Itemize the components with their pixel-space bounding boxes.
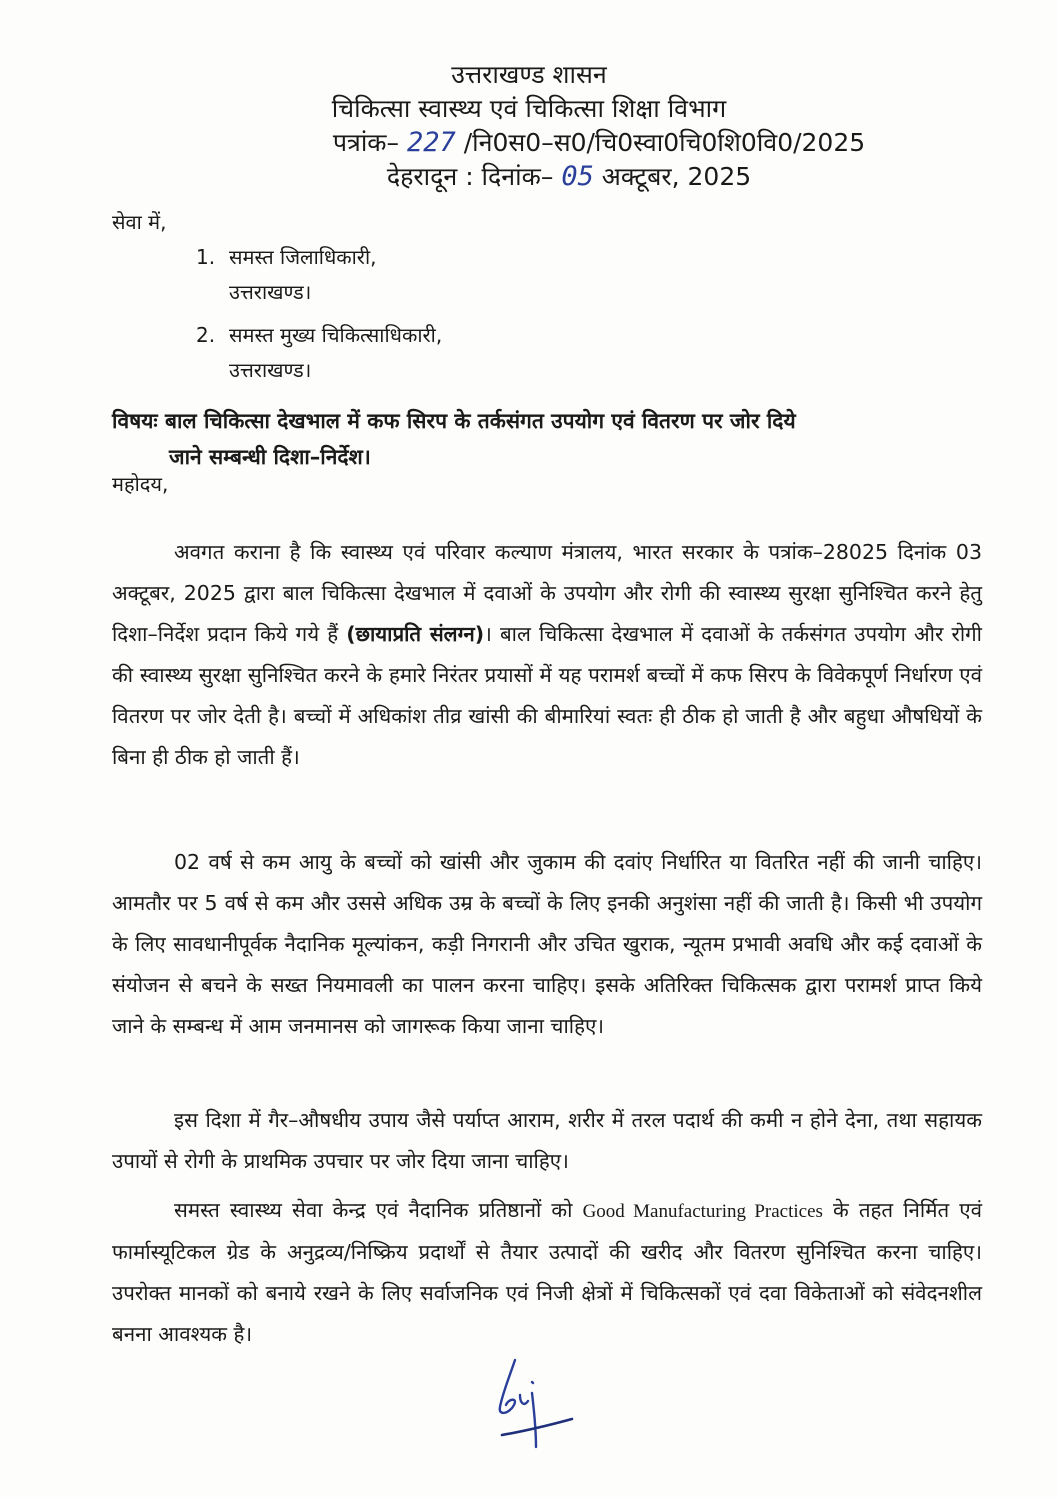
header-government	[0, 58, 1058, 91]
header-letter-number	[0, 126, 1058, 159]
subject-line-2: जाने सम्बन्धी दिशा–निर्देश।	[169, 445, 371, 469]
date-day-handwritten: 05	[561, 161, 594, 192]
paragraph-4	[112, 1190, 982, 1355]
date-month-year: अक्टूबर, 2025	[601, 162, 752, 191]
department-name: चिकित्सा स्वास्थ्य एवं चिकित्सा शिक्षा विभाग	[331, 94, 727, 123]
letter-number-label: पत्रांक–	[332, 128, 400, 157]
letter-number-suffix: /नि0स0–स0/चि0स्वा0चि0शि0वि0/2025	[463, 128, 866, 157]
signature-underline	[502, 1419, 572, 1435]
paragraph-3	[112, 1100, 982, 1182]
recipient-state: उत्तराखण्ड।	[229, 280, 312, 304]
header-department	[0, 92, 1058, 125]
paragraph-2	[112, 842, 982, 1047]
paragraph-3-text: इस दिशा में गैर–औषधीय उपाय जैसे पर्याप्त आराम, शरीर में तरल पदार्थ की कमी न होने देना, तथा सहायक उपायों से रोगी के प्राथमिक उपचार पर जोर दिया जाना चाहिए।	[112, 1108, 982, 1173]
letter-number-handwritten: 227	[406, 127, 456, 158]
recipient-number: 2.	[196, 323, 216, 347]
paragraph-1	[112, 532, 982, 778]
paragraph-1-text-cont: । बाल चिकित्सा देखभाल में दवाओं के तर्कसंगत उपयोग और रोगी की स्वास्थ्य सुरक्षा सुनिश्चित करने के हमारे निरंतर प्रयासों में यह परामर्श बच्चों में कफ सिरप के विवेकपूर्ण निर्धारण एवं वितरण पर जोर देती है। बच्चों में अधिकांश तीव्र खांसी की बीमारियां स्वतः ही ठीक हो जाती है और बहुधा औषधियों के बिना ही ठीक हो जाती हैं।	[112, 622, 982, 769]
recipient-state: उत्तराखण्ड।	[229, 358, 312, 382]
paragraph-4-text: समस्त स्वास्थ्य सेवा केन्द्र एवं नैदानिक प्रतिष्ठानों को	[174, 1198, 573, 1222]
place-date-label: देहरादून : दिनांक–	[386, 162, 554, 191]
recipients-intro: सेवा में,	[112, 210, 167, 234]
paragraph-2-text: 02 वर्ष से कम आयु के बच्चों को खांसी और जुकाम की दवांए निर्धारित या वितरित नहीं की जानी चाहिए। आमतौर पर 5 वर्ष से कम और उससे अधिक उम्र के बच्चों के लिए इनकी अनुशंसा नहीं की जाती है। किसी भी उपयोग के लिए सावधानीपूर्वक नैदानिक मूल्यांकन, कड़ी निगरानी और उचित खुराक, न्यूतम प्रभावी अवधि और कई दवाओं के संयोजन से बचने के सख्त नियमावली का पालन करना चाहिए। इसके अतिरिक्त चिकित्सक द्वारा परामर्श प्राप्त किये जाने के सम्बन्ध में आम जनमानस को जागरूक किया जाना चाहिए।	[112, 850, 982, 1038]
government-name: उत्तराखण्ड शासन	[451, 60, 607, 89]
paragraph-4-text-cont: के तहत निर्मित एवं फार्मास्यूटिकल ग्रेड के अनुद्रव्य/निष्क्रिय प्रदार्थों से तैयार उत्पादों की खरीद और वितरण सुनिश्चित करना चाहिए। उपरोक्त मानकों को बनाये रखने के लिए सर्वाजनिक एवं निजी क्षेत्रों में चिकित्सकों एवं दवा विकेताओं को संवेदनशील बनना आवश्यक है।	[112, 1198, 982, 1346]
gmp-term: Good Manufacturing Practices	[582, 1201, 823, 1222]
subject-label: विषयः	[112, 409, 158, 433]
enclosure-note: (छायाप्रति संलग्न)	[346, 622, 485, 646]
subject-block	[112, 403, 952, 475]
salutation: महोदय,	[112, 472, 169, 496]
recipient-2	[196, 318, 442, 388]
recipient-1	[196, 240, 377, 310]
recipient-title: समस्त मुख्य चिकित्साधिकारी,	[229, 323, 443, 347]
recipient-number: 1.	[196, 245, 216, 269]
signature	[480, 1355, 600, 1455]
paragraph-1-text: अवगत कराना है कि स्वास्थ्य एवं परिवार कल्याण मंत्रालय, भारत सरकार के पत्रांक–28025 दिनांक 03 अक्टूबर, 2025 द्वारा बाल चिकित्सा देखभाल में दवाओं के उपयोग और रोगी की स्वास्थ्य सुरक्षा सुनिश्चित करने हेतु दिशा–निर्देश प्रदान किये गये हैं	[112, 540, 982, 646]
subject-line-1: बाल चिकित्सा देखभाल में कफ सिरप के तर्कसंगत उपयोग एवं वितरण पर जोर दिये	[165, 409, 796, 433]
header-place-date	[0, 160, 1058, 193]
recipient-title: समस्त जिलाधिकारी,	[229, 245, 377, 269]
